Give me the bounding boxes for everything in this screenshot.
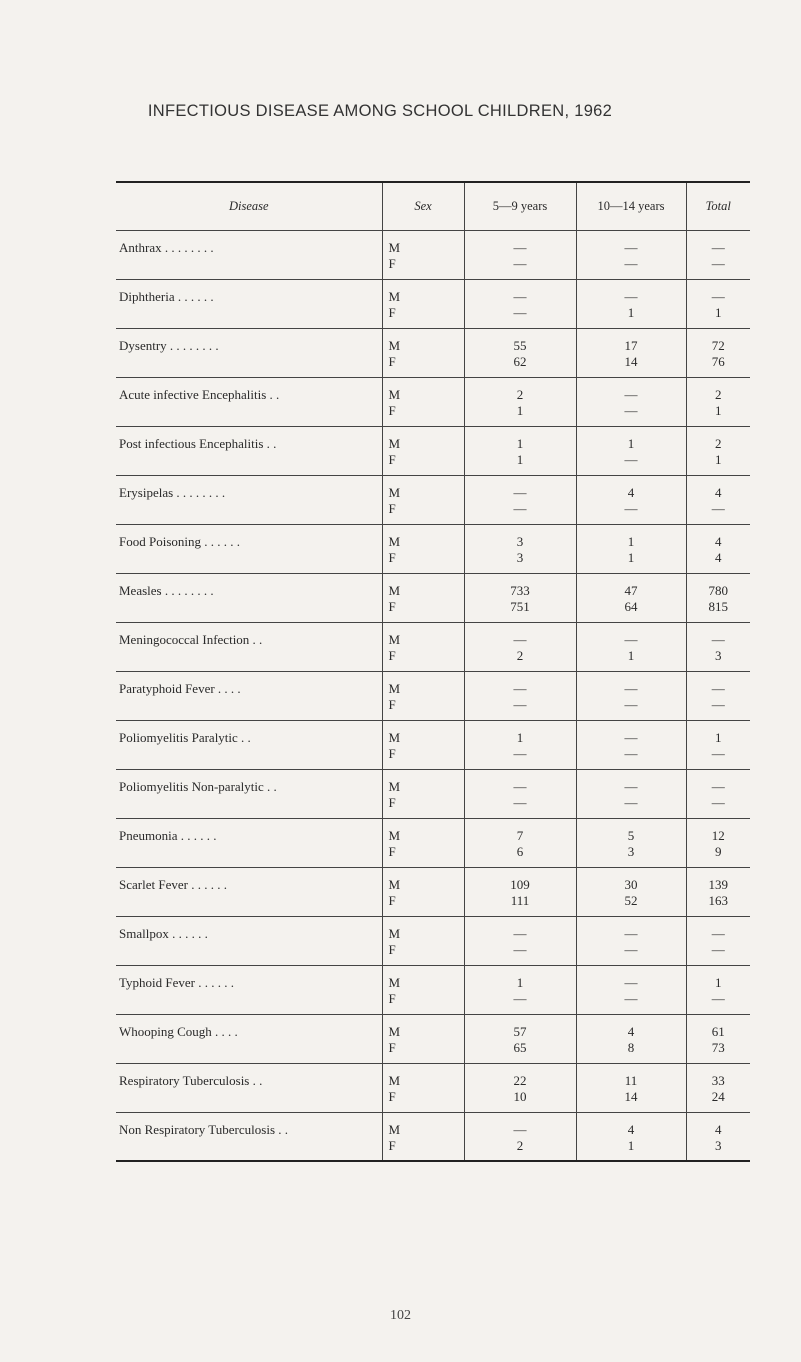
table-row xyxy=(116,622,750,671)
age-5-9-value: 7 xyxy=(516,827,524,843)
age-10-14-cell xyxy=(576,426,686,475)
age-10-14-value: — xyxy=(624,402,638,418)
total-value: — xyxy=(711,990,725,1006)
age-10-14-value: — xyxy=(624,778,638,794)
sex-value: F xyxy=(388,1137,396,1153)
age-5-9-cell xyxy=(464,328,576,377)
total-value: — xyxy=(711,239,725,255)
sex-cell xyxy=(382,671,464,720)
table-row xyxy=(116,524,750,573)
disease-name: Dysentry . . . . . . . . xyxy=(116,328,382,377)
total-cell xyxy=(686,720,750,769)
total-value: — xyxy=(711,941,725,957)
table-row xyxy=(116,818,750,867)
age-5-9-value: — xyxy=(513,288,527,304)
age-10-14-cell xyxy=(576,475,686,524)
age-10-14-cell xyxy=(576,1063,686,1112)
table-row xyxy=(116,1063,750,1112)
age-5-9-value: 733 xyxy=(510,582,530,598)
table-row xyxy=(116,573,750,622)
age-10-14-value: 1 xyxy=(627,549,635,565)
total-value: 1 xyxy=(715,402,722,418)
sex-value: F xyxy=(388,990,396,1006)
header-10-14-years: 10—14 years xyxy=(576,182,686,230)
age-10-14-value: — xyxy=(624,745,638,761)
table-row xyxy=(116,328,750,377)
total-cell xyxy=(686,328,750,377)
age-5-9-value: 10 xyxy=(513,1088,527,1104)
table-row xyxy=(116,965,750,1014)
sex-cell xyxy=(382,573,464,622)
sex-value: M xyxy=(388,974,401,990)
age-10-14-value: 1 xyxy=(627,435,635,451)
table-row xyxy=(116,671,750,720)
sex-value: M xyxy=(388,680,401,696)
sex-cell xyxy=(382,1112,464,1161)
age-5-9-cell xyxy=(464,720,576,769)
total-cell xyxy=(686,426,750,475)
disease-name: Acute infective Encephalitis . . xyxy=(116,377,382,426)
age-5-9-cell xyxy=(464,965,576,1014)
age-5-9-value: — xyxy=(513,941,527,957)
header-disease: Disease xyxy=(116,182,382,230)
disease-name: Measles . . . . . . . . xyxy=(116,573,382,622)
table-header-row xyxy=(116,182,750,230)
total-value: 4 xyxy=(715,484,722,500)
total-cell xyxy=(686,818,750,867)
total-value: — xyxy=(711,631,725,647)
age-5-9-value: 1 xyxy=(516,451,524,467)
total-value: — xyxy=(711,778,725,794)
page-title: INFECTIOUS DISEASE AMONG SCHOOL CHILDREN, 1962 xyxy=(147,102,613,120)
total-cell xyxy=(686,1014,750,1063)
sex-value: F xyxy=(388,1039,396,1055)
age-10-14-value: 17 xyxy=(624,337,638,353)
age-10-14-value: 52 xyxy=(624,892,638,908)
age-10-14-value: — xyxy=(624,794,638,810)
sex-cell xyxy=(382,965,464,1014)
sex-cell xyxy=(382,328,464,377)
disease-name: Erysipelas . . . . . . . . xyxy=(116,475,382,524)
sex-cell xyxy=(382,475,464,524)
age-5-9-cell xyxy=(464,1063,576,1112)
age-5-9-cell xyxy=(464,916,576,965)
sex-value: M xyxy=(388,386,401,402)
sex-value: F xyxy=(388,1088,396,1104)
age-10-14-value: 5 xyxy=(627,827,635,843)
total-value: — xyxy=(711,794,725,810)
table-row xyxy=(116,279,750,328)
sex-value: M xyxy=(388,729,401,745)
disease-name: Anthrax . . . . . . . . xyxy=(116,230,382,279)
age-10-14-value: 8 xyxy=(627,1039,635,1055)
disease-table xyxy=(116,181,750,1162)
sex-value: F xyxy=(388,843,396,859)
age-10-14-cell xyxy=(576,867,686,916)
age-10-14-cell xyxy=(576,524,686,573)
age-10-14-value: — xyxy=(624,925,638,941)
sex-value: M xyxy=(388,288,401,304)
age-5-9-cell xyxy=(464,867,576,916)
total-value: 1 xyxy=(715,304,722,320)
age-10-14-value: — xyxy=(624,941,638,957)
sex-cell xyxy=(382,769,464,818)
disease-name: Scarlet Fever . . . . . . xyxy=(116,867,382,916)
age-5-9-cell xyxy=(464,573,576,622)
disease-name: Poliomyelitis Paralytic . . xyxy=(116,720,382,769)
age-5-9-cell xyxy=(464,426,576,475)
age-10-14-value: 3 xyxy=(627,843,635,859)
age-5-9-cell xyxy=(464,671,576,720)
age-5-9-value: 751 xyxy=(510,598,530,614)
sex-value: M xyxy=(388,1072,401,1088)
age-10-14-value: — xyxy=(624,255,638,271)
age-10-14-value: — xyxy=(624,386,638,402)
disease-table-container xyxy=(116,181,750,1162)
age-5-9-value: — xyxy=(513,990,527,1006)
age-5-9-value: 1 xyxy=(516,974,524,990)
age-5-9-cell xyxy=(464,769,576,818)
age-5-9-value: — xyxy=(513,745,527,761)
total-value: 2 xyxy=(715,435,722,451)
total-cell xyxy=(686,671,750,720)
age-10-14-value: 1 xyxy=(627,647,635,663)
age-5-9-cell xyxy=(464,279,576,328)
sex-value: F xyxy=(388,451,396,467)
total-cell xyxy=(686,475,750,524)
sex-value: M xyxy=(388,1121,401,1137)
age-10-14-value: 47 xyxy=(624,582,638,598)
age-5-9-value: — xyxy=(513,484,527,500)
disease-name: Post infectious Encephalitis . . xyxy=(116,426,382,475)
age-10-14-value: — xyxy=(624,631,638,647)
sex-value: F xyxy=(388,941,396,957)
sex-value: F xyxy=(388,696,396,712)
age-5-9-value: 1 xyxy=(516,435,524,451)
sex-value: M xyxy=(388,876,401,892)
age-5-9-value: 1 xyxy=(516,402,524,418)
total-value: 4 xyxy=(715,1121,722,1137)
total-value: 2 xyxy=(715,386,722,402)
age-10-14-value: 1 xyxy=(627,1137,635,1153)
age-10-14-value: 1 xyxy=(627,304,635,320)
total-value: 72 xyxy=(711,337,725,353)
total-cell xyxy=(686,230,750,279)
header-5-9-years: 5—9 years xyxy=(464,182,576,230)
total-value: 139 xyxy=(708,876,728,892)
table-row xyxy=(116,1014,750,1063)
total-value: 815 xyxy=(708,598,728,614)
sex-cell xyxy=(382,1063,464,1112)
total-value: 33 xyxy=(711,1072,725,1088)
sex-value: F xyxy=(388,255,396,271)
table-row xyxy=(116,377,750,426)
age-10-14-value: — xyxy=(624,288,638,304)
sex-value: F xyxy=(388,549,396,565)
disease-name: Pneumonia . . . . . . xyxy=(116,818,382,867)
age-10-14-cell xyxy=(576,965,686,1014)
age-10-14-value: 4 xyxy=(627,1121,635,1137)
sex-value: F xyxy=(388,598,396,614)
table-row xyxy=(116,916,750,965)
total-value: 3 xyxy=(715,1137,722,1153)
page-number: 102 xyxy=(390,1308,411,1323)
age-5-9-value: 3 xyxy=(516,549,524,565)
age-5-9-value: 2 xyxy=(516,386,524,402)
total-cell xyxy=(686,1112,750,1161)
age-10-14-cell xyxy=(576,1112,686,1161)
age-5-9-value: — xyxy=(513,239,527,255)
age-10-14-cell xyxy=(576,769,686,818)
age-10-14-cell xyxy=(576,671,686,720)
age-10-14-value: 64 xyxy=(624,598,638,614)
age-5-9-cell xyxy=(464,230,576,279)
sex-value: M xyxy=(388,484,401,500)
age-10-14-value: — xyxy=(624,990,638,1006)
age-10-14-value: 4 xyxy=(627,1023,635,1039)
sex-cell xyxy=(382,524,464,573)
disease-name: Poliomyelitis Non-paralytic . . xyxy=(116,769,382,818)
age-5-9-value: — xyxy=(513,500,527,516)
sex-value: F xyxy=(388,402,396,418)
age-5-9-cell xyxy=(464,622,576,671)
total-value: 780 xyxy=(708,582,728,598)
total-value: 12 xyxy=(711,827,725,843)
age-10-14-value: 14 xyxy=(624,1088,638,1104)
age-5-9-value: 6 xyxy=(516,843,524,859)
sex-value: M xyxy=(388,1023,401,1039)
disease-name: Smallpox . . . . . . xyxy=(116,916,382,965)
table-row xyxy=(116,720,750,769)
total-value: — xyxy=(711,696,725,712)
age-5-9-value: 65 xyxy=(513,1039,527,1055)
age-10-14-cell xyxy=(576,377,686,426)
sex-cell xyxy=(382,916,464,965)
total-value: — xyxy=(711,288,725,304)
total-value: 4 xyxy=(715,533,722,549)
table-row xyxy=(116,475,750,524)
sex-value: M xyxy=(388,582,401,598)
age-10-14-cell xyxy=(576,279,686,328)
table-row xyxy=(116,867,750,916)
sex-value: M xyxy=(388,533,401,549)
total-cell xyxy=(686,524,750,573)
total-value: 163 xyxy=(708,892,728,908)
age-10-14-value: 30 xyxy=(624,876,638,892)
sex-value: F xyxy=(388,794,396,810)
sex-cell xyxy=(382,720,464,769)
age-5-9-value: 2 xyxy=(516,647,524,663)
age-5-9-value: — xyxy=(513,304,527,320)
age-5-9-value: — xyxy=(513,255,527,271)
age-5-9-value: 62 xyxy=(513,353,527,369)
age-5-9-cell xyxy=(464,524,576,573)
table-body xyxy=(116,230,750,1161)
total-cell xyxy=(686,622,750,671)
total-value: — xyxy=(711,500,725,516)
sex-value: F xyxy=(388,745,396,761)
disease-name: Non Respiratory Tuberculosis . . xyxy=(116,1112,382,1161)
age-10-14-cell xyxy=(576,573,686,622)
total-value: 4 xyxy=(715,549,722,565)
total-cell xyxy=(686,867,750,916)
age-5-9-value: — xyxy=(513,925,527,941)
age-5-9-value: 111 xyxy=(510,892,530,908)
header-sex: Sex xyxy=(382,182,464,230)
age-5-9-cell xyxy=(464,475,576,524)
age-5-9-value: — xyxy=(513,680,527,696)
age-10-14-value: — xyxy=(624,500,638,516)
age-5-9-value: 2 xyxy=(516,1137,524,1153)
disease-name: Paratyphoid Fever . . . . xyxy=(116,671,382,720)
sex-value: M xyxy=(388,631,401,647)
disease-name: Respiratory Tuberculosis . . xyxy=(116,1063,382,1112)
age-10-14-value: 4 xyxy=(627,484,635,500)
total-cell xyxy=(686,377,750,426)
age-5-9-value: — xyxy=(513,696,527,712)
sex-value: M xyxy=(388,827,401,843)
age-5-9-value: — xyxy=(513,631,527,647)
age-5-9-value: — xyxy=(513,794,527,810)
sex-value: M xyxy=(388,778,401,794)
sex-value: F xyxy=(388,892,396,908)
total-value: 1 xyxy=(715,451,722,467)
age-5-9-value: 3 xyxy=(516,533,524,549)
age-5-9-cell xyxy=(464,818,576,867)
age-5-9-value: 57 xyxy=(513,1023,527,1039)
age-5-9-cell xyxy=(464,377,576,426)
age-10-14-value: — xyxy=(624,729,638,745)
sex-value: M xyxy=(388,435,401,451)
sex-value: F xyxy=(388,647,396,663)
age-10-14-value: 1 xyxy=(627,533,635,549)
total-value: 3 xyxy=(715,647,722,663)
age-10-14-cell xyxy=(576,328,686,377)
sex-value: M xyxy=(388,337,401,353)
table-row xyxy=(116,426,750,475)
sex-cell xyxy=(382,279,464,328)
age-10-14-value: — xyxy=(624,239,638,255)
total-value: — xyxy=(711,745,725,761)
total-value: — xyxy=(711,925,725,941)
sex-value: M xyxy=(388,925,401,941)
age-10-14-cell xyxy=(576,818,686,867)
age-5-9-value: 1 xyxy=(516,729,524,745)
disease-name: Diphtheria . . . . . . xyxy=(116,279,382,328)
total-value: — xyxy=(711,680,725,696)
sex-value: F xyxy=(388,353,396,369)
age-10-14-cell xyxy=(576,1014,686,1063)
total-cell xyxy=(686,965,750,1014)
sex-cell xyxy=(382,818,464,867)
disease-name: Meningococcal Infection . . xyxy=(116,622,382,671)
age-10-14-cell xyxy=(576,230,686,279)
table-row xyxy=(116,769,750,818)
sex-value: F xyxy=(388,304,396,320)
disease-name: Food Poisoning . . . . . . xyxy=(116,524,382,573)
table-row xyxy=(116,1112,750,1161)
total-value: 61 xyxy=(711,1023,725,1039)
sex-cell xyxy=(382,622,464,671)
total-value: 76 xyxy=(711,353,725,369)
age-10-14-value: — xyxy=(624,974,638,990)
age-10-14-cell xyxy=(576,720,686,769)
age-10-14-value: — xyxy=(624,696,638,712)
sex-cell xyxy=(382,867,464,916)
table-row xyxy=(116,230,750,279)
total-value: 1 xyxy=(715,729,722,745)
total-value: — xyxy=(711,255,725,271)
age-5-9-value: — xyxy=(513,778,527,794)
total-value: 9 xyxy=(715,843,722,859)
age-10-14-cell xyxy=(576,622,686,671)
total-cell xyxy=(686,279,750,328)
sex-value: F xyxy=(388,500,396,516)
total-cell xyxy=(686,573,750,622)
age-5-9-value: — xyxy=(513,1121,527,1137)
sex-value: M xyxy=(388,239,401,255)
sex-cell xyxy=(382,230,464,279)
total-cell xyxy=(686,769,750,818)
age-10-14-value: 14 xyxy=(624,353,638,369)
age-5-9-value: 55 xyxy=(513,337,527,353)
age-5-9-cell xyxy=(464,1112,576,1161)
sex-cell xyxy=(382,1014,464,1063)
header-total: Total xyxy=(686,182,750,230)
disease-name: Whooping Cough . . . . xyxy=(116,1014,382,1063)
age-10-14-value: 11 xyxy=(624,1072,638,1088)
age-10-14-value: — xyxy=(624,451,638,467)
disease-name: Typhoid Fever . . . . . . xyxy=(116,965,382,1014)
age-10-14-value: — xyxy=(624,680,638,696)
total-value: 1 xyxy=(715,974,722,990)
age-5-9-value: 22 xyxy=(513,1072,527,1088)
total-cell xyxy=(686,916,750,965)
age-10-14-cell xyxy=(576,916,686,965)
age-5-9-cell xyxy=(464,1014,576,1063)
sex-cell xyxy=(382,426,464,475)
total-cell xyxy=(686,1063,750,1112)
age-5-9-value: 109 xyxy=(510,876,530,892)
total-value: 73 xyxy=(711,1039,725,1055)
total-value: 24 xyxy=(711,1088,725,1104)
sex-cell xyxy=(382,377,464,426)
